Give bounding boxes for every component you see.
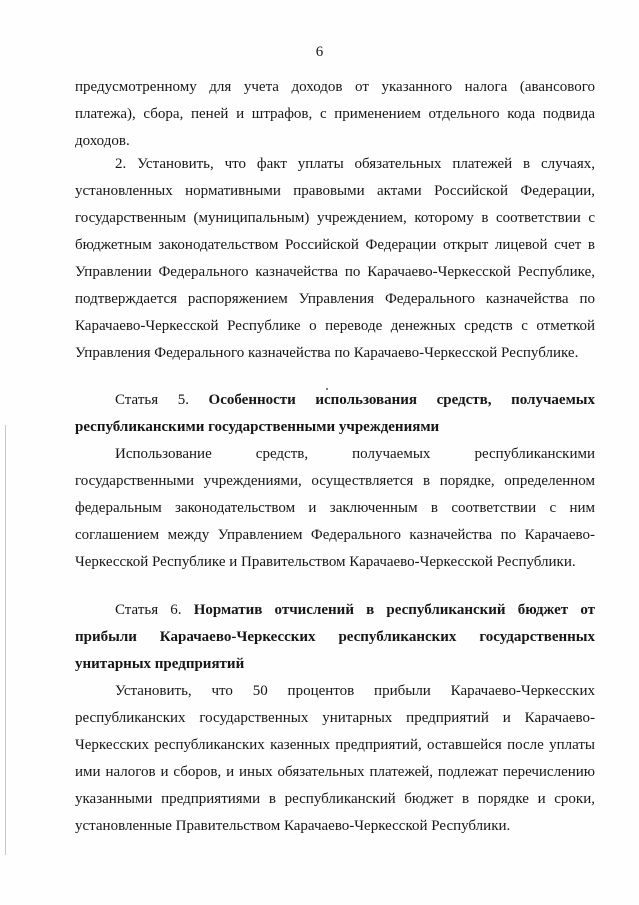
paragraph-line: доходов. (75, 133, 130, 149)
paragraph-line: платежа), сбора, пеней и штрафов, с применением отдельного кода подвида (75, 106, 595, 122)
paragraph-line: государственными учреждениями, осуществляется в порядке, определенном (75, 473, 595, 489)
paragraph-line: Черкесской Республике и Правительством Карачаево-Черкесской Республики. (75, 554, 576, 570)
paragraph-line: Черкесских республиканских казенных предприятий, оставшейся после уплаты (75, 737, 595, 753)
paragraph-line: бюджетным законодательством Российской Федерации открыт лицевой счет в (75, 237, 595, 253)
paragraph-line: установленные Правительством Карачаево-Черкесской Республики. (75, 818, 511, 834)
page-number: 6 (315, 44, 324, 60)
paragraph-line: подтверждается распоряжением Управления Федерального казначейства по (75, 291, 595, 307)
paragraph-line: государственным (муниципальным) учреждением, которому в соответствии с (75, 210, 595, 226)
paragraph-line: республиканских государственных унитарных предприятий и Карачаево- (75, 710, 595, 726)
scan-margin-line (5, 425, 6, 855)
paragraph-line: 2. Установить, что факт уплаты обязательных платежей в случаях, (115, 156, 595, 172)
paragraph-line: предусмотренному для учета доходов от указанного налога (авансового (75, 79, 595, 95)
paragraph-line: Карачаево-Черкесской Республике о переводе денежных средств с отметкой (75, 318, 595, 334)
article-5-heading-line (75, 387, 595, 414)
paragraph-line: Использование средств, получаемых республиканскими (115, 446, 595, 462)
article-5-title-part-2: республиканскими государственными учреждениями (75, 419, 440, 435)
article-6-label: Статья 6. (115, 602, 182, 618)
paragraph-line: ими налогов и сборов, и иных обязательных платежей, подлежат перечислению (75, 764, 595, 780)
paragraph-line: Управлении Федерального казначейства по Карачаево-Черкесской Республике, (75, 264, 595, 280)
article-5-label: Статья 5. (115, 392, 189, 408)
paragraph-line: Управления Федерального казначейства по Карачаево-Черкесской Республике. (75, 345, 579, 361)
article-5-title-part-1: Особенности использования средств, получаемых (208, 392, 595, 408)
article-6-title-part-1: Норматив отчислений в республиканский бюджет от (193, 602, 595, 618)
paragraph-line: федеральным законодательством и заключенным в соответствии с ним (75, 500, 595, 516)
article-5 (75, 387, 595, 576)
article-6-title-part-3: унитарных предприятий (75, 656, 245, 672)
paragraph-line: соглашением между Управлением Федерального казначейства по Карачаево- (75, 527, 595, 543)
paragraph-line: указанными предприятиями в республиканский бюджет в порядке и сроки, (75, 791, 595, 807)
paragraph-line: Установить, что 50 процентов прибыли Карачаево-Черкесских (115, 683, 595, 699)
article-6 (75, 597, 595, 840)
article-6-heading-line (75, 597, 595, 624)
article-6-title-part-2: прибыли Карачаево-Черкесских республиканских государственных (75, 629, 595, 645)
paragraph-line: установленных нормативными правовыми актами Российской Федерации, (75, 183, 595, 199)
paragraph-item-2 (75, 151, 595, 367)
paragraph-continuation (75, 74, 595, 155)
